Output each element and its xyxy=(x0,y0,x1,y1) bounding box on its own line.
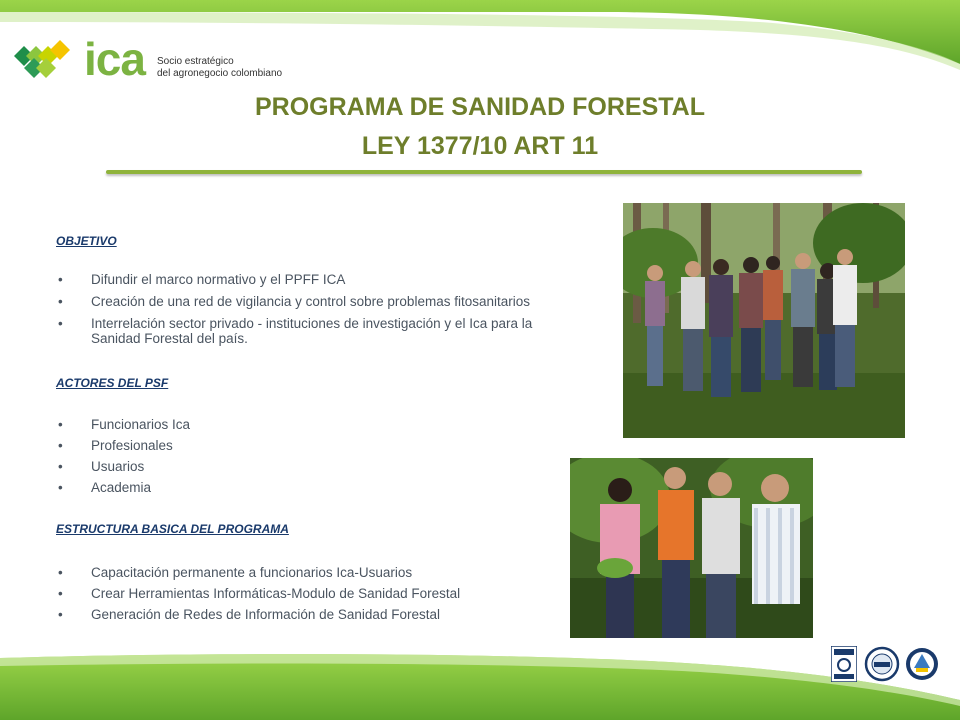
list-item: • Generación de Redes de Información de Sanidad Forestal xyxy=(56,607,460,622)
logo-tagline-line2: del agronegocio colombiano xyxy=(157,68,283,79)
page-title-line2: LEY 1377/10 ART 11 xyxy=(361,132,599,160)
title-underline-divider xyxy=(106,170,862,174)
page-title-line1: PROGRAMA DE SANIDAD FORESTAL xyxy=(255,93,705,121)
actores-list xyxy=(56,417,190,495)
section-heading-estructura: ESTRUCTURA BASICA DEL PROGRAMA xyxy=(56,522,289,536)
list-item: • Funcionarios Ica xyxy=(56,417,190,432)
list-item-line2: Sanidad Forestal del país. xyxy=(91,331,248,346)
list-item: • Difundir el marco normativo y el PPFF ICA xyxy=(56,272,532,287)
estructura-list xyxy=(56,565,460,622)
forest-group-photo xyxy=(623,203,905,438)
ica-logo xyxy=(14,34,294,90)
ica-diamond-logo-icon xyxy=(14,40,76,84)
list-item xyxy=(56,316,532,346)
colombia-seal-icon xyxy=(904,646,940,682)
logo-tagline-line1: Socio estratégico xyxy=(157,56,234,67)
logo-tagline xyxy=(157,56,282,80)
logo-word: ica xyxy=(84,33,145,85)
field-training-photo xyxy=(570,458,813,638)
list-item: • Crear Herramientas Informáticas-Modulo de Sanidad Forestal xyxy=(56,586,460,601)
list-item: • Usuarios xyxy=(56,459,190,474)
list-item: • Academia xyxy=(56,480,190,495)
bottom-green-band xyxy=(0,650,960,720)
section-heading-objetivo: OBJETIVO xyxy=(56,234,117,248)
objetivo-list xyxy=(56,272,532,346)
list-item-line1: Interrelación sector privado - instituciones de investigación y el Ica para la xyxy=(91,316,533,331)
list-item: • Profesionales xyxy=(56,438,190,453)
certification-badge-icon xyxy=(831,646,857,682)
iqnet-certification-icon xyxy=(864,646,900,682)
list-item: • Creación de una red de vigilancia y control sobre problemas fitosanitarios xyxy=(56,294,532,309)
list-item: • Capacitación permanente a funcionarios Ica-Usuarios xyxy=(56,565,460,580)
section-heading-actores: ACTORES DEL PSF xyxy=(56,376,169,390)
